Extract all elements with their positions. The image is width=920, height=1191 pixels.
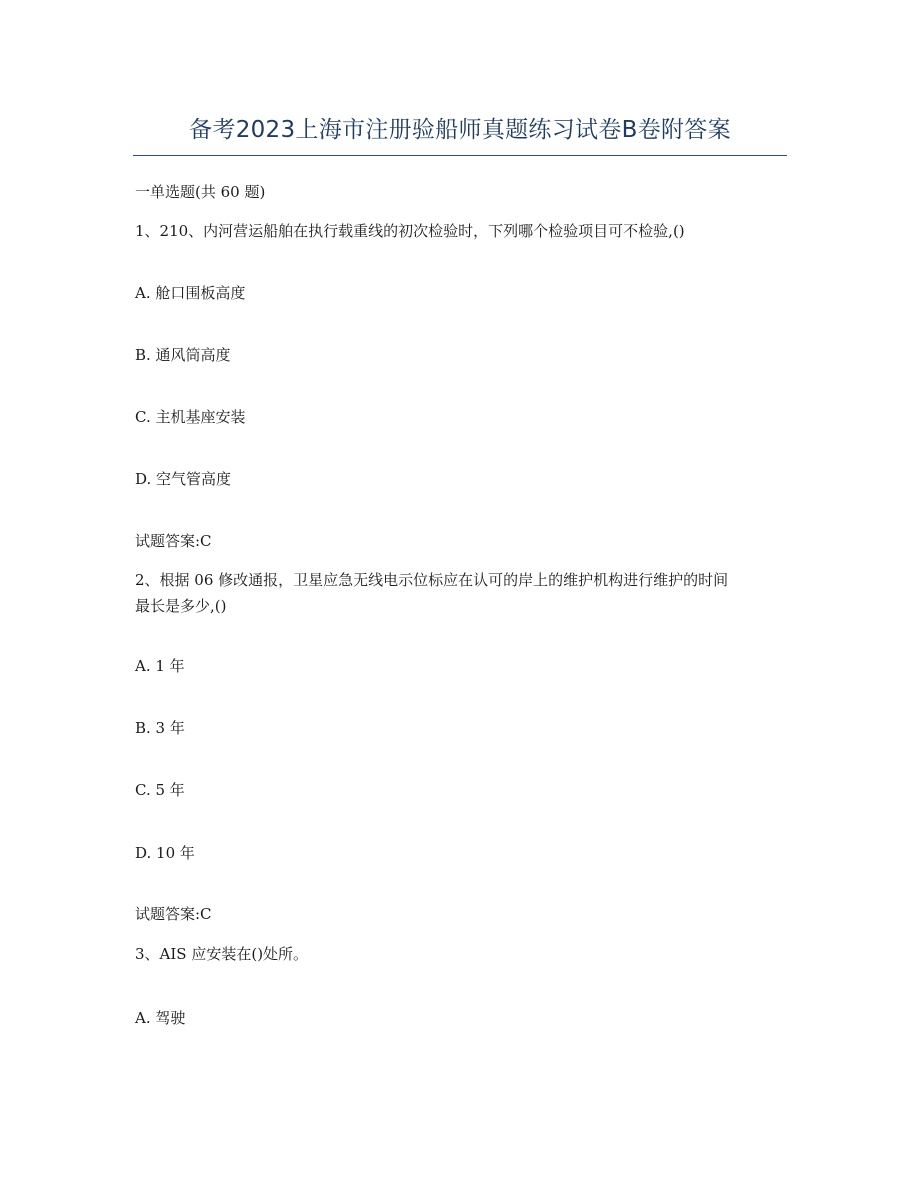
title-divider xyxy=(133,155,787,156)
question-1-option-d: D. 空气管高度 xyxy=(135,470,232,488)
question-1-option-c: C. 主机基座安装 xyxy=(135,408,246,426)
question-2-option-a: A. 1 年 xyxy=(135,657,185,675)
question-2-stem-line-1: 2、根据 06 修改通报，卫星应急无线电示位标应在认可的岸上的维护机构进行维护的时间 xyxy=(135,571,729,589)
document-title: 备考2023上海市注册验船师真题练习试卷B卷附答案 xyxy=(189,117,731,143)
section-heading: 一单选题(共 60 题) xyxy=(135,183,266,201)
question-1-option-a: A. 舱口围板高度 xyxy=(135,284,246,302)
question-3-stem: 3、AIS 应安装在()处所。 xyxy=(135,945,309,963)
question-2-option-c: C. 5 年 xyxy=(135,781,185,799)
question-1-answer: 试题答案:C xyxy=(135,532,212,550)
question-2-option-d: D. 10 年 xyxy=(135,844,195,862)
question-2-option-b: B. 3 年 xyxy=(135,719,185,737)
question-1-option-b: B. 通风筒高度 xyxy=(135,346,231,364)
question-2-stem-line-2: 最长是多少,() xyxy=(135,597,227,615)
question-2-answer: 试题答案:C xyxy=(135,905,212,923)
question-1-stem: 1、210、内河营运船舶在执行载重线的初次检验时，下列哪个检验项目可不检验,() xyxy=(135,222,685,240)
question-3-option-a: A. 驾驶 xyxy=(135,1009,186,1027)
